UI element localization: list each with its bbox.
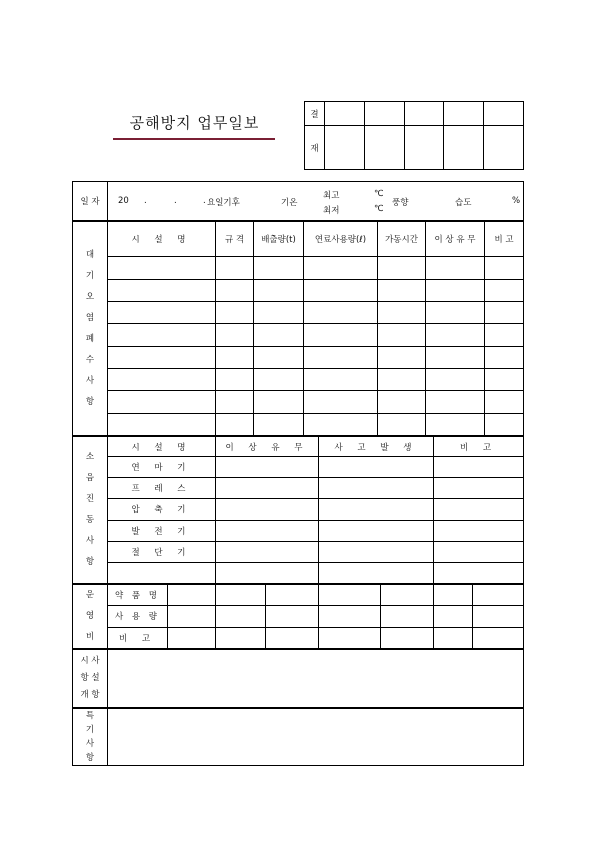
item-label: 연 마 기 [108,457,216,478]
approval-cell[interactable] [404,102,444,126]
table-row [73,369,524,391]
col-operating-time: 가동시간 [378,222,426,257]
item-label: 압 축 기 [108,499,216,520]
celsius-unit: ℃ [374,189,384,199]
col-anomaly: 이 상 유 무 [216,437,319,457]
col-remarks: 비 고 [485,222,524,257]
approval-cell[interactable] [325,102,365,126]
corrective-content[interactable] [108,650,524,708]
table-row [73,302,524,324]
approval-sign-cell[interactable] [364,126,404,170]
col-remarks: 비 고 [434,437,524,457]
approval-cell[interactable] [444,102,484,126]
item-label: 약 품 명 [108,585,168,606]
special-notes-content[interactable] [108,709,524,766]
corrective-section-label: 시 사 항 설 개 항 [73,650,108,708]
item-label: 사 용 량 [108,606,168,627]
approval-label-1: 결 [305,102,325,126]
approval-sign-cell[interactable] [484,126,524,170]
approval-box [304,101,524,170]
date-row [72,181,524,221]
table-row [73,257,524,279]
date-dot: . [144,196,147,206]
col-facility-name: 시 설 명 [108,437,216,457]
approval-sign-cell[interactable] [404,126,444,170]
date-weather-field[interactable] [108,182,524,221]
col-fuel-usage: 연료사용량(ℓ) [304,222,378,257]
celsius-unit: ℃ [374,204,384,214]
date-dot: . [203,196,206,206]
approval-sign-cell[interactable] [325,126,365,170]
temperature-label: 기온 [281,198,298,208]
table-row [73,457,524,478]
min-temp-label: 최저 [323,206,340,216]
title-underline [113,138,275,140]
date-label: 일 자 [73,182,108,221]
table-row [73,413,524,435]
special-notes-table [72,708,524,766]
table-row [73,391,524,413]
col-facility-name: 시 설 명 [108,222,216,257]
wind-label: 풍향 [392,198,409,208]
item-label: 절 단 기 [108,541,216,562]
percent-unit: % [512,196,521,206]
page-title: 공해방지 업무일보 [129,114,260,132]
approval-sign-cell[interactable] [444,126,484,170]
item-label: 비 고 [108,627,168,648]
item-label: 프 레 스 [108,478,216,499]
item-label[interactable] [108,562,216,583]
humidity-label: 습도 [455,198,472,208]
air-pollution-table [72,221,524,436]
table-row [73,520,524,541]
table-row [73,499,524,520]
weekday-weather-label: 요일기후 [207,198,240,208]
col-spec: 규 격 [216,222,254,257]
operation-cost-table [72,584,524,649]
noise-section-label: 소 음 진 동 사 항 [73,437,108,584]
col-anomaly: 이 상 유 무 [426,222,485,257]
item-label: 발 전 기 [108,520,216,541]
col-emission: 배출량(t) [254,222,304,257]
corrective-table [72,649,524,708]
table-row [73,562,524,583]
table-row [73,478,524,499]
table-row [73,346,524,368]
col-accident: 사 고 발 생 [319,437,434,457]
table-row [73,541,524,562]
table-row [73,324,524,346]
noise-vibration-table [72,436,524,584]
operation-section-label: 운 영 비 [73,585,108,649]
date-dot: . [174,196,177,206]
air-section-label: 대 기 오 염 폐 수 사 항 [73,222,108,436]
table-row [73,279,524,301]
year-prefix: 20 [118,196,129,206]
max-temp-label: 최고 [323,191,340,201]
special-section-label: 특 기 사 항 [73,709,108,766]
approval-cell[interactable] [364,102,404,126]
approval-label-2: 재 [305,126,325,170]
approval-cell[interactable] [484,102,524,126]
